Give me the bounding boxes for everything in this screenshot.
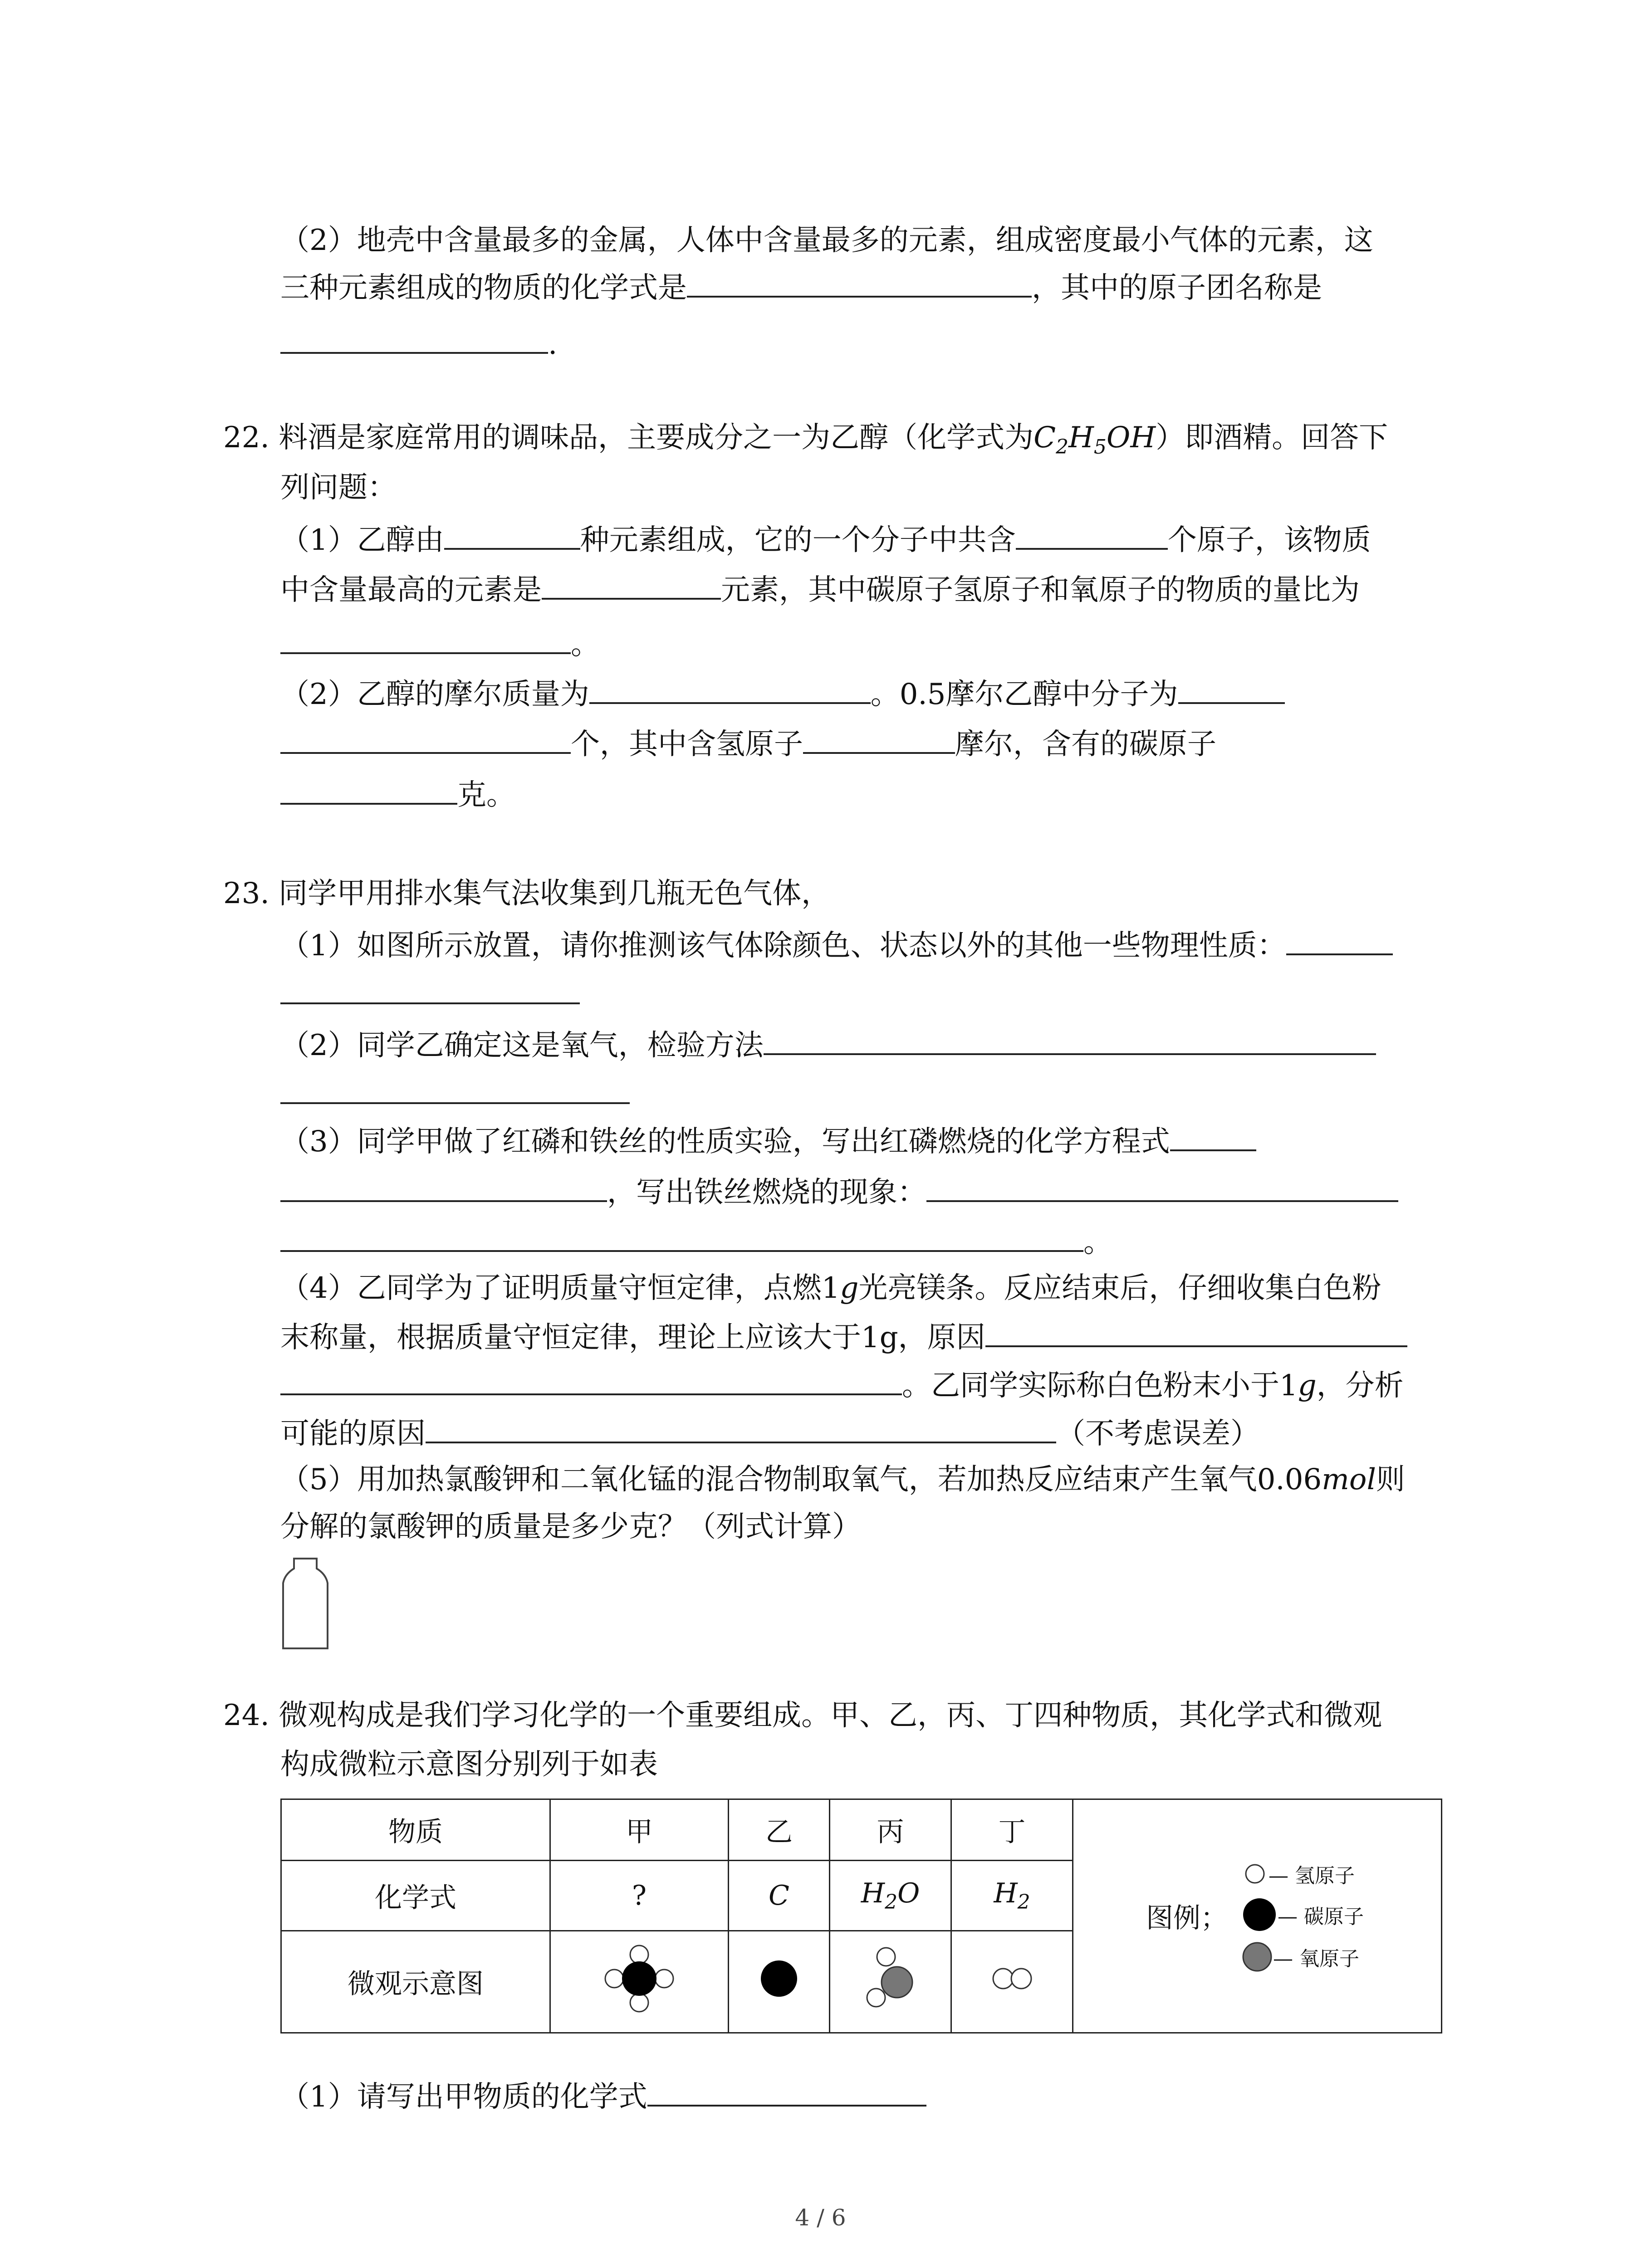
q23-part1-line2 — [280, 975, 580, 1013]
q21-formula-blank[interactable] — [687, 269, 1032, 298]
q24-formula-blank[interactable] — [647, 2077, 926, 2107]
q23-equation-blank-b[interactable] — [280, 1173, 607, 1202]
q23-reason-blank-b[interactable] — [280, 1366, 902, 1395]
q21-period: . — [548, 327, 558, 361]
q22-ratio-blank[interactable] — [280, 625, 571, 654]
micro-yi — [729, 1931, 830, 2033]
methane-molecule-icon — [601, 1940, 678, 2017]
q23-property-blank-b[interactable] — [280, 975, 580, 1004]
q23-part3-line2: ，写出铁丝燃烧的现象： — [280, 1173, 1398, 1211]
q22-highest-element-blank[interactable] — [542, 571, 721, 600]
carbon-atom-icon — [1241, 1897, 1278, 1933]
q23-equation-blank-a[interactable] — [1170, 1122, 1256, 1151]
gas-bottle-icon — [280, 1556, 330, 1651]
legend-title: 图例； — [1146, 1902, 1228, 1934]
q22-part2-line3: 克。 — [280, 776, 515, 813]
carbon-molecule-icon — [756, 1956, 802, 2001]
header-jia: 甲 — [550, 1799, 729, 1861]
legend-cell — [1073, 1799, 1442, 2033]
q23-part5-line2: 分解的氯酸钾的质量是多少克？（列式计算） — [280, 1510, 861, 1544]
legend-carbon: — 碳原子 — [1241, 1897, 1364, 1933]
q24-intro-line1: 24. 微观构成是我们学习化学的一个重要组成。甲、乙，丙、丁四种物质，其化学式和微观 — [223, 1699, 1382, 1732]
q22-molecule-count-blank-b[interactable] — [280, 725, 571, 754]
row-label-micro: 微观示意图 — [281, 1931, 550, 2033]
oxygen-atom-icon — [1241, 1941, 1273, 1973]
legend-oxygen: — 氧原子 — [1241, 1941, 1364, 1973]
q22-intro-line2: 列问题： — [280, 471, 397, 504]
q23-test-method-blank-a[interactable] — [764, 1026, 1376, 1055]
q23-test-method-blank-b[interactable] — [280, 1075, 630, 1104]
q21-radical-blank[interactable] — [280, 325, 548, 354]
q23-part4-line4: 可能的原因 （不考虑误差） — [280, 1414, 1259, 1452]
q22-number: 22. — [223, 421, 269, 455]
q22-intro-b: ）即酒精。回答下 — [1156, 421, 1388, 455]
q23-intro: 23. 同学甲用排水集气法收集到几瓶无色气体， — [223, 877, 831, 910]
row-label-formula: 化学式 — [281, 1861, 550, 1931]
q23-part2-line2 — [280, 1075, 630, 1113]
q23-part1: （1）如图所示放置，请你推测该气体除颜色、状态以外的其他一些物理性质： — [280, 926, 1393, 964]
q23-phenomenon-blank-a[interactable] — [926, 1173, 1398, 1202]
q22-element-count-blank[interactable] — [444, 521, 580, 550]
q22-hydrogen-mol-blank[interactable] — [803, 725, 955, 754]
q23-part4-line2: 末称量，根据质量守恒定律，理论上应该大于1g，原因 — [280, 1318, 1407, 1356]
q22-part1-line1: （1）乙醇由 种元素组成，它的一个分子中共含 个原子，该物质 — [280, 521, 1371, 558]
q22-part2-line1: （2）乙醇的摩尔质量为 。0.5摩尔乙醇中分子为 — [280, 675, 1285, 713]
q22-molar-mass-blank[interactable] — [589, 675, 871, 704]
q22-intro-line1 — [223, 420, 1388, 465]
q23-reason-blank-a[interactable] — [985, 1318, 1407, 1347]
header-yi: 乙 — [729, 1799, 830, 1861]
q23-part3-line3: 。 — [280, 1223, 1112, 1261]
header-substance: 物质 — [281, 1799, 550, 1861]
micro-ding — [951, 1931, 1073, 2033]
header-bing: 丙 — [830, 1799, 951, 1861]
q22-molecule-count-blank-a[interactable] — [1178, 675, 1285, 704]
substance-table — [280, 1799, 1442, 2033]
q22-intro-a: 料酒是家庭常用的调味品，主要成分之一为乙醇（化学式为 — [279, 421, 1034, 455]
q23-part4-line3: 。乙同学实际称白色粉末小于1g，分析 — [280, 1366, 1404, 1404]
q22-part2-line2: 个，其中含氢原子 摩尔，含有的碳原子 — [280, 725, 1216, 763]
q23-property-blank-a[interactable] — [1286, 926, 1393, 955]
legend-hydrogen: — 氢原子 — [1241, 1859, 1364, 1888]
q22-formula: $C_2H_5OH$ — [1034, 421, 1156, 459]
q23-part3-line1: （3）同学甲做了红磷和铁丝的性质实验，写出红磷燃烧的化学方程式 — [280, 1122, 1256, 1160]
q24-number: 24. — [223, 1699, 269, 1732]
micro-jia — [550, 1931, 729, 2033]
header-ding: 丁 — [951, 1799, 1073, 1861]
hydrogen-molecule-icon — [985, 1963, 1039, 1994]
q22-atom-count-blank[interactable] — [1016, 521, 1168, 550]
micro-bing — [830, 1931, 951, 2033]
formula-ding: $H_2$ — [951, 1861, 1073, 1931]
q22-part1-line3: 。 — [280, 625, 600, 663]
formula-jia: ? — [550, 1861, 729, 1931]
formula-bing: $H_2O$ — [830, 1861, 951, 1931]
q23-part2: （2）同学乙确定这是氧气，检验方法 — [280, 1026, 1376, 1064]
water-molecule-icon — [859, 1942, 922, 2015]
q23-number: 23. — [223, 877, 269, 910]
q21-part2-text-a: 三种元素组成的物质的化学式是 — [280, 271, 687, 305]
q24-part1: （1）请写出甲物质的化学式 — [280, 2077, 926, 2115]
q22-part1-line2: 中含量最高的元素是 元素，其中碳原子氢原子和氧原子的物质的量比为 — [280, 571, 1360, 608]
q21-part2-line3 — [280, 325, 557, 362]
q23-part4-line1: （4）乙同学为了证明质量守恒定律，点燃1g光亮镁条。反应结束后，仔细收集白色粉 — [280, 1271, 1381, 1305]
q23-part5-line1: （5）用加热氯酸钾和二氧化锰的混合物制取氧气，若加热反应结束产生氧气0.06mol则 — [280, 1463, 1405, 1496]
hydrogen-atom-icon — [1241, 1860, 1269, 1887]
q23-cause-blank[interactable] — [426, 1414, 1056, 1443]
q22-carbon-mass-blank[interactable] — [280, 776, 457, 805]
q21-part2-line2 — [280, 269, 1322, 306]
q24-intro-line2: 构成微粒示意图分别列于如表 — [280, 1748, 658, 1781]
q23-phenomenon-blank-b[interactable] — [280, 1223, 1083, 1252]
page-number: 4 / 6 — [795, 2204, 846, 2231]
q21-part2-text-b: ，其中的原子团名称是 — [1032, 271, 1322, 305]
q21-part2-line1: （2）地壳中含量最多的金属，人体中含量最多的元素，组成密度最小气体的元素，这 — [280, 224, 1373, 257]
formula-yi: C — [729, 1861, 830, 1931]
